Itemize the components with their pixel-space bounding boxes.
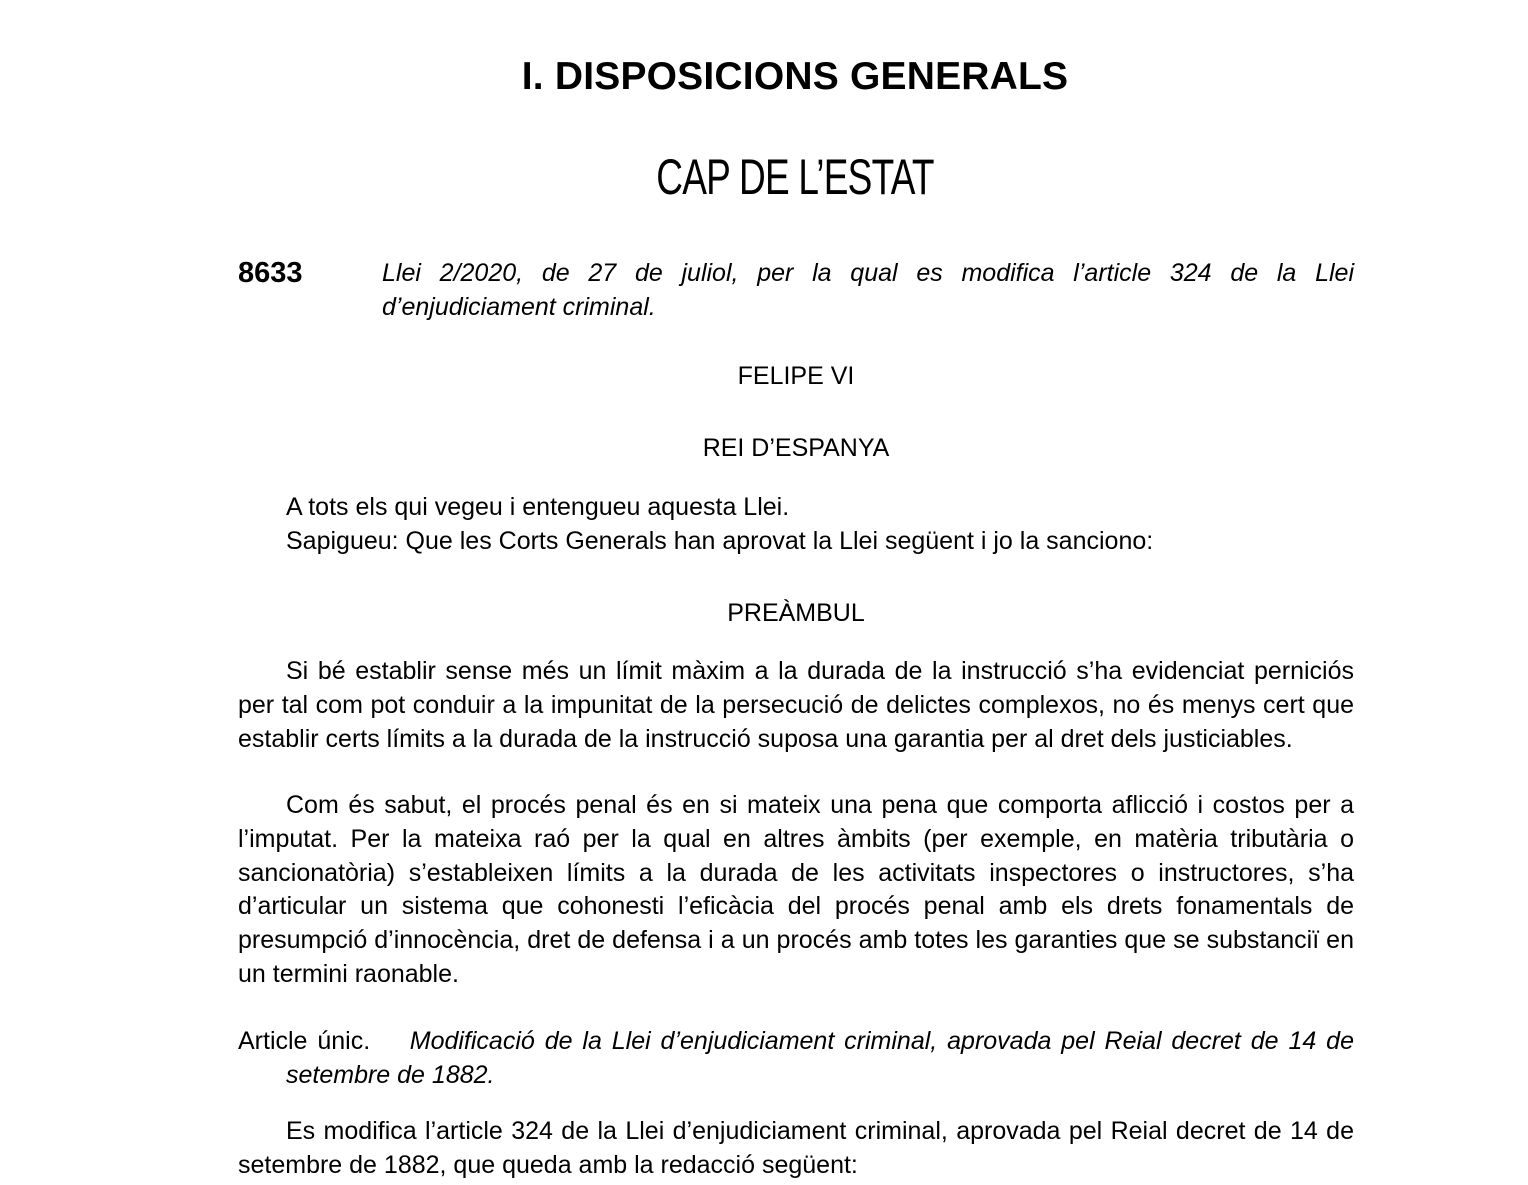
monarch-name: FELIPE VI — [737, 362, 855, 390]
section-title: I. DISPOSICIONS GENERALS — [521, 55, 1069, 98]
law-number: 8633 — [238, 257, 303, 289]
promulgation-line: A tots els qui vegeu i entengueu aquesta Llei. — [286, 493, 790, 521]
article-body: Es modifica l’article 324 de la Llei d’enjudiciament criminal, aprovada pel Reial decret de 14 de setembre de 1882, que queda amb la redacció següent: — [238, 1117, 1354, 1179]
preamble-heading: PREÀMBUL — [727, 599, 865, 627]
article-heading: Modificació de la Llei d’enjudiciament criminal, aprovada pel Reial decret de 14 de setembre de 1882. — [286, 1027, 1354, 1089]
article-label: Article únic. — [238, 1027, 371, 1055]
promulgation-line: Sapigueu: Que les Corts Generals han aprovat la Llei següent i jo la sanciono: — [286, 527, 1154, 555]
law-title: Llei 2/2020, de 27 de juliol, per la qual es modifica l’article 324 de la Llei d’enjudiciament criminal. — [382, 259, 1354, 321]
article-heading-block — [238, 1024, 1354, 1092]
monarch-title: REI D’ESPANYA — [702, 434, 890, 462]
preamble-paragraph: Com és sabut, el procés penal és en si mateix una pena que comporta aflicció i costos per a l’imputat. Per la mateixa raó per la qual en altres àmbits (per exemple, en matèria tributària o sancionatòria) s’estableixen límits a la durada de les activitats inspectores o instructores, s’ha d’articular un sistema que cohonesti l’eficàcia del procés penal amb els drets fonamentals de presumpció d’innocència, dret de defensa i a un procés amb totes les garanties que se substanciï en un termini raonable. — [238, 791, 1354, 988]
subsection-title: CAP DE L’ESTAT — [656, 149, 934, 205]
preamble-paragraph: Si bé establir sense més un límit màxim a la durada de la instrucció s’ha evidenciat perniciós per tal com pot conduir a la impunitat de la persecució de delictes complexos, no és menys cert que establir certs límits a la durada de la instrucció suposa una garantia per al dret dels justiciables. — [238, 657, 1354, 753]
